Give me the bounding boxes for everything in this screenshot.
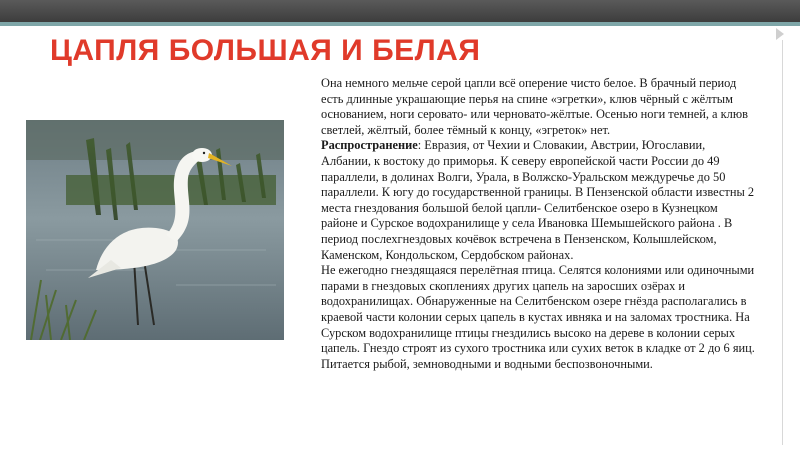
side-divider (782, 40, 783, 445)
top-accent-stripe (0, 22, 800, 26)
great-egret-photo (26, 120, 284, 340)
distribution-label: Распространение (321, 138, 418, 153)
nesting-paragraph: Не ежегодно гнездящаяся перелётная птица. Селятся колониями или одиночными парами в гнездовых скоплениях других цапель на заросших озёрах и водохранилищах. Обнаруженные на Селитбенском озере гнёзда располагались в краевой части колонии серых цапель в кустах ивняка и на заломах тростника. На Сурском водохранилище птицы гнездились высоко на дереве в колонии серых цапель. Гнездо строят из сухого тростника или сухих веток в кладке от 2 до 6 яиц. Питается рыбой, земноводными и водными беспозвоночными. (321, 263, 755, 371)
slide-title: ЦАПЛЯ БОЛЬШАЯ И БЕЛАЯ (50, 34, 481, 67)
distribution-paragraph (321, 138, 757, 263)
corner-triangle-icon (776, 28, 784, 40)
distribution-text: : Евразия, от Чехии и Словакии, Австрии, Югославии, Албании, к востоку до приморья. К северу европейской части России до 49 параллели, в долинах Волги, Урала, в Волжско-Уральском междуречье до 50 параллели. К югу до государственной границы. В Пензенской области известны 2 места гнездования большой белой цапли- Селитбенское озеро в Кузнецком районе и Сурское водохранилище у села Ивановка Шемышейского района . В период послехгнездовых кочёвок встречена в Пензенском, Колышлейском, Каменском, Кондольском, Сердобском районах. (321, 138, 755, 262)
top-bar (0, 0, 800, 22)
description-text (321, 76, 757, 372)
description-paragraph: Она немного мельче серой цапли всё оперение чисто белое. В брачный период есть длинные украшающие перья на спине «эгретки», клюв чёрный с жёлтым основанием, ноги серовато- или черновато-жёлтые. Осенью ноги темней, а клюв светлей, жёлтый, более тёмный к концу, «эгреток» нет. (321, 76, 748, 137)
